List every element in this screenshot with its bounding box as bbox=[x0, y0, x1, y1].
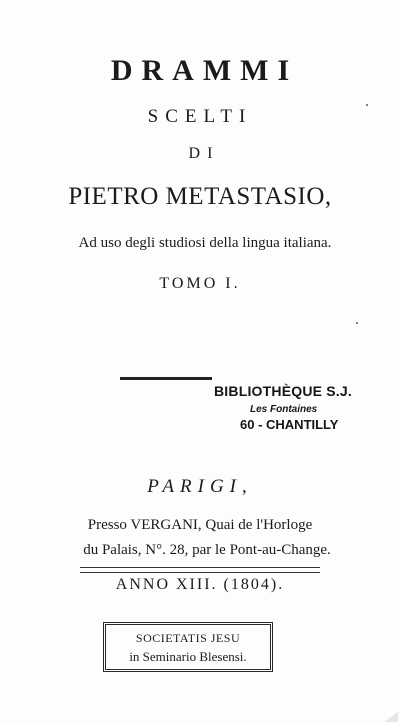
page-curl-icon bbox=[384, 712, 398, 722]
ownership-line-2: in Seminario Blesensi. bbox=[129, 649, 247, 664]
book-subtitle-word: SCELTI bbox=[147, 106, 253, 127]
book-title: DRAMMI bbox=[110, 54, 299, 87]
stamp-location: Les Fontaines bbox=[250, 404, 318, 415]
ownership-label bbox=[103, 622, 273, 672]
publisher-line-2: du Palais, N°. 28, par le Pont-au-Change. bbox=[83, 542, 331, 558]
publisher-line-1: Presso VERGANI, Quai de l'Horloge bbox=[87, 517, 313, 533]
stamp-library-name: BIBLIOTHÈQUE S.J. bbox=[214, 383, 352, 399]
horizontal-rule bbox=[120, 377, 212, 380]
preposition: DI bbox=[188, 145, 220, 162]
ownership-line-1: SOCIETATIS JESU bbox=[135, 631, 241, 645]
publication-place: PARIGI, bbox=[147, 476, 253, 497]
stamp-city: 60 - CHANTILLY bbox=[240, 417, 339, 432]
volume-number: TOMO I. bbox=[159, 275, 241, 292]
author-name: PIETRO METASTASIO, bbox=[68, 183, 332, 210]
publication-date: ANNO XIII. (1804). bbox=[115, 576, 285, 593]
double-rule bbox=[80, 567, 320, 573]
ink-speck bbox=[356, 322, 358, 324]
ink-speck bbox=[366, 104, 368, 106]
purpose-line: Ad uso degli studiosi della lingua italiana. bbox=[78, 235, 332, 251]
